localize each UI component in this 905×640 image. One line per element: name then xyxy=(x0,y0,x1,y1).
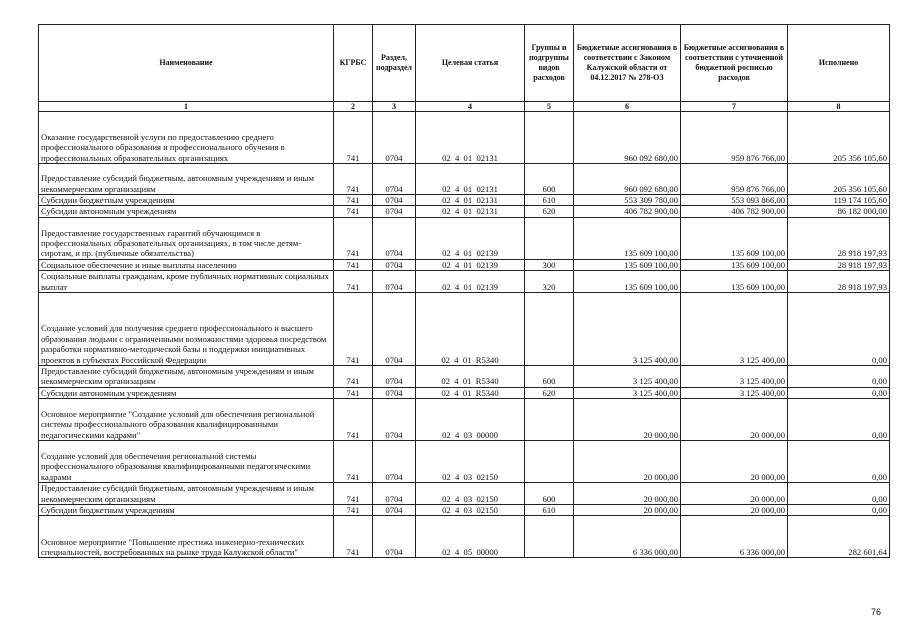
row-budget-revised: 20 000,00 xyxy=(681,399,788,441)
header-kgrbs: КГРБС xyxy=(334,25,373,102)
row-target: 02 4 01 02139 xyxy=(416,259,525,270)
row-name: Субсидии бюджетным учреждениям xyxy=(39,505,334,516)
row-budget-law: 135 609 100,00 xyxy=(574,217,681,259)
row-target: 02 4 05 00000 xyxy=(416,516,525,558)
table-row xyxy=(39,516,890,558)
row-budget-revised: 3 125 400,00 xyxy=(681,387,788,398)
column-number: 6 xyxy=(574,102,681,112)
column-number: 7 xyxy=(681,102,788,112)
row-kgrbs: 741 xyxy=(334,293,373,366)
row-section: 0704 xyxy=(373,293,416,366)
header-budget-revised: Бюджетные ассигнования в соответствии с уточненной бюджетной росписью расходов xyxy=(681,25,788,102)
table-row xyxy=(39,164,890,195)
table-row xyxy=(39,271,890,293)
column-number: 8 xyxy=(788,102,890,112)
row-kgrbs: 741 xyxy=(334,387,373,398)
row-target: 02 4 01 02131 xyxy=(416,164,525,195)
row-kgrbs: 741 xyxy=(334,271,373,293)
row-target: 02 4 03 00000 xyxy=(416,399,525,441)
row-kgrbs: 741 xyxy=(334,505,373,516)
row-budget-law: 20 000,00 xyxy=(574,399,681,441)
row-budget-revised: 20 000,00 xyxy=(681,483,788,505)
row-name: Создание условий для получения среднего профессионального и высшего образования людьми с ограниченными возможностями здоровья посредством разработки нормативно-методической базы и поддержки инициативных проектов в субъектах Российской Федерации xyxy=(39,293,334,366)
header-row xyxy=(39,25,890,102)
row-budget-law: 135 609 100,00 xyxy=(574,259,681,270)
row-executed: 0,00 xyxy=(788,441,890,483)
table-row xyxy=(39,505,890,516)
row-name: Создание условий для обеспечения региональной системы профессионального образования квалифицированными педагогическими кадрами xyxy=(39,441,334,483)
row-section: 0704 xyxy=(373,112,416,164)
row-executed: 86 182 000,00 xyxy=(788,206,890,217)
table-row xyxy=(39,195,890,206)
row-target: 02 4 01 02131 xyxy=(416,206,525,217)
row-section: 0704 xyxy=(373,259,416,270)
row-expense-group xyxy=(525,293,574,366)
row-kgrbs: 741 xyxy=(334,217,373,259)
row-executed: 0,00 xyxy=(788,505,890,516)
row-target: 02 4 01 02131 xyxy=(416,112,525,164)
row-expense-group xyxy=(525,112,574,164)
row-executed: 0,00 xyxy=(788,293,890,366)
row-target: 02 4 03 02150 xyxy=(416,505,525,516)
row-expense-group: 320 xyxy=(525,271,574,293)
header-target: Целевая статья xyxy=(416,25,525,102)
row-budget-law: 20 000,00 xyxy=(574,505,681,516)
row-kgrbs: 741 xyxy=(334,366,373,388)
row-kgrbs: 741 xyxy=(334,483,373,505)
row-budget-revised: 959 876 766,00 xyxy=(681,112,788,164)
row-kgrbs: 741 xyxy=(334,441,373,483)
row-expense-group: 610 xyxy=(525,195,574,206)
row-executed: 0,00 xyxy=(788,387,890,398)
row-expense-group: 600 xyxy=(525,483,574,505)
row-section: 0704 xyxy=(373,217,416,259)
row-budget-law: 960 092 680,00 xyxy=(574,112,681,164)
row-budget-revised: 406 782 900,00 xyxy=(681,206,788,217)
row-budget-revised: 135 609 100,00 xyxy=(681,217,788,259)
row-target: 02 4 01 02131 xyxy=(416,195,525,206)
row-name: Социальное обеспечение и иные выплаты населению xyxy=(39,259,334,270)
row-budget-law: 3 125 400,00 xyxy=(574,387,681,398)
row-kgrbs: 741 xyxy=(334,516,373,558)
row-executed: 28 918 197,93 xyxy=(788,217,890,259)
header-section: Раздел, подраздел xyxy=(373,25,416,102)
column-number: 4 xyxy=(416,102,525,112)
row-section: 0704 xyxy=(373,366,416,388)
row-expense-group: 620 xyxy=(525,387,574,398)
row-expense-group: 600 xyxy=(525,164,574,195)
row-name: Основное мероприятие "Повышение престижа инженерно-технических специальностей, востребованных на рынке труда Калужской области" xyxy=(39,516,334,558)
row-expense-group: 620 xyxy=(525,206,574,217)
row-budget-law: 135 609 100,00 xyxy=(574,271,681,293)
row-budget-law: 3 125 400,00 xyxy=(574,293,681,366)
row-budget-revised: 553 093 866,00 xyxy=(681,195,788,206)
row-budget-revised: 20 000,00 xyxy=(681,505,788,516)
row-section: 0704 xyxy=(373,483,416,505)
table-row xyxy=(39,259,890,270)
row-target: 02 4 01 R5340 xyxy=(416,387,525,398)
header-groups: Группы и подгруппы видов расходов xyxy=(525,25,574,102)
row-name: Предоставление субсидий бюджетным, автономным учреждениям и иным некоммерческим организациям xyxy=(39,366,334,388)
table-row xyxy=(39,293,890,366)
row-budget-law: 20 000,00 xyxy=(574,441,681,483)
row-budget-law: 406 782 900,00 xyxy=(574,206,681,217)
table-row xyxy=(39,441,890,483)
row-expense-group: 300 xyxy=(525,259,574,270)
column-number: 1 xyxy=(39,102,334,112)
row-target: 02 4 03 02150 xyxy=(416,441,525,483)
row-target: 02 4 01 R5340 xyxy=(416,293,525,366)
budget-table xyxy=(38,24,890,558)
row-kgrbs: 741 xyxy=(334,206,373,217)
row-kgrbs: 741 xyxy=(334,399,373,441)
row-section: 0704 xyxy=(373,516,416,558)
row-budget-revised: 3 125 400,00 xyxy=(681,293,788,366)
row-section: 0704 xyxy=(373,271,416,293)
table-row xyxy=(39,366,890,388)
row-section: 0704 xyxy=(373,195,416,206)
column-number: 5 xyxy=(525,102,574,112)
row-target: 02 4 03 02150 xyxy=(416,483,525,505)
row-section: 0704 xyxy=(373,441,416,483)
row-budget-revised: 3 125 400,00 xyxy=(681,366,788,388)
column-number-row xyxy=(39,102,890,112)
row-executed: 0,00 xyxy=(788,399,890,441)
row-budget-revised: 20 000,00 xyxy=(681,441,788,483)
row-expense-group xyxy=(525,441,574,483)
row-kgrbs: 741 xyxy=(334,112,373,164)
header-name: Наименование xyxy=(39,25,334,102)
row-expense-group xyxy=(525,399,574,441)
row-budget-law: 960 092 680,00 xyxy=(574,164,681,195)
column-number: 2 xyxy=(334,102,373,112)
row-executed: 205 356 105,60 xyxy=(788,112,890,164)
row-budget-revised: 135 609 100,00 xyxy=(681,271,788,293)
row-executed: 282 601,64 xyxy=(788,516,890,558)
row-kgrbs: 741 xyxy=(334,259,373,270)
row-expense-group: 610 xyxy=(525,505,574,516)
page-number: 76 xyxy=(871,607,882,617)
row-executed: 28 918 197,93 xyxy=(788,271,890,293)
row-name: Субсидии автономным учреждениям xyxy=(39,206,334,217)
row-executed: 119 174 105,60 xyxy=(788,195,890,206)
table-row xyxy=(39,399,890,441)
row-target: 02 4 01 R5340 xyxy=(416,366,525,388)
row-kgrbs: 741 xyxy=(334,164,373,195)
row-name: Субсидии автономным учреждениям xyxy=(39,387,334,398)
row-name: Оказание государственной услуги по предоставлению среднего профессионального образования и профессионального обучения в профессиональных образовательных организациях xyxy=(39,112,334,164)
header-budget-law: Бюджетные ассигнования в соответствии с Законом Калужской области от 04.12.2017 № 278-ОЗ xyxy=(574,25,681,102)
row-section: 0704 xyxy=(373,505,416,516)
row-target: 02 4 01 02139 xyxy=(416,271,525,293)
row-name: Предоставление государственных гарантий обучающимся в профессиональных образовательных организациях, в том числе детям-сиротам, и пр. (публичные обязательства) xyxy=(39,217,334,259)
row-section: 0704 xyxy=(373,387,416,398)
row-budget-law: 20 000,00 xyxy=(574,483,681,505)
row-budget-revised: 135 609 100,00 xyxy=(681,259,788,270)
row-name: Субсидии бюджетным учреждениям xyxy=(39,195,334,206)
row-section: 0704 xyxy=(373,399,416,441)
row-name: Предоставление субсидий бюджетным, автономным учреждениям и иным некоммерческим организациям xyxy=(39,483,334,505)
row-name: Основное мероприятие "Создание условий для обеспечения региональной системы профессионального образования квалифицированными педагогическими кадрами" xyxy=(39,399,334,441)
row-budget-revised: 6 336 000,00 xyxy=(681,516,788,558)
table-row xyxy=(39,112,890,164)
header-executed: Исполнено xyxy=(788,25,890,102)
table-row xyxy=(39,387,890,398)
row-name: Предоставление субсидий бюджетным, автономным учреждениям и иным некоммерческим организациям xyxy=(39,164,334,195)
row-budget-law: 3 125 400,00 xyxy=(574,366,681,388)
row-section: 0704 xyxy=(373,164,416,195)
row-section: 0704 xyxy=(373,206,416,217)
row-target: 02 4 01 02139 xyxy=(416,217,525,259)
row-budget-law: 6 336 000,00 xyxy=(574,516,681,558)
row-executed: 205 356 105,60 xyxy=(788,164,890,195)
column-number: 3 xyxy=(373,102,416,112)
row-expense-group: 600 xyxy=(525,366,574,388)
row-executed: 0,00 xyxy=(788,366,890,388)
table-row xyxy=(39,206,890,217)
row-kgrbs: 741 xyxy=(334,195,373,206)
table-row xyxy=(39,483,890,505)
row-executed: 28 918 197,93 xyxy=(788,259,890,270)
table-row xyxy=(39,217,890,259)
row-budget-law: 553 309 780,00 xyxy=(574,195,681,206)
row-executed: 0,00 xyxy=(788,483,890,505)
row-expense-group xyxy=(525,217,574,259)
row-budget-revised: 959 876 766,00 xyxy=(681,164,788,195)
row-expense-group xyxy=(525,516,574,558)
row-name: Социальные выплаты гражданам, кроме публичных нормативных социальных выплат xyxy=(39,271,334,293)
